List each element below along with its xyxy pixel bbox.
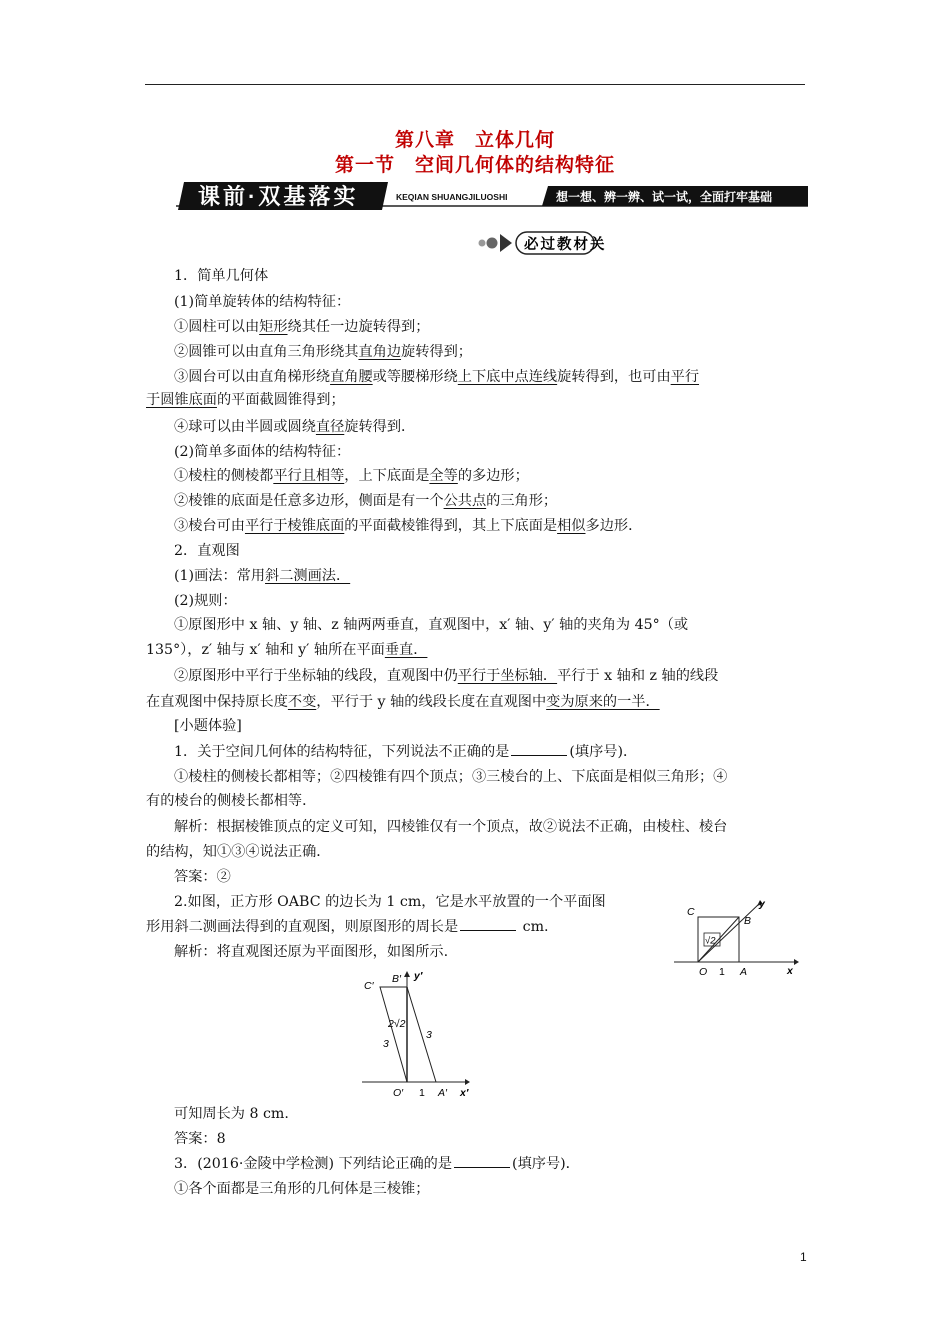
text-line: ①各个面都是三角形的几何体是三棱锥； xyxy=(174,1181,430,1197)
text-line: ③圆台可以由直角梯形绕直角腰或等腰梯形绕上下底中点连线旋转得到，也可由平行 xyxy=(174,369,700,385)
text-line: ②圆锥可以由直角三角形绕其直角边旋转得到； xyxy=(174,344,472,360)
label-B: B xyxy=(744,915,752,927)
label-B-prime: B′ xyxy=(392,973,401,985)
text-line: ②棱锥的底面是任意多边形，侧面是有一个公共点的三角形； xyxy=(174,493,558,509)
text-line: ③棱台可由平行于棱锥底面的平面截棱锥得到，其上下底面是相似多边形． xyxy=(174,518,643,534)
text-line: 2．直观图 xyxy=(174,543,240,559)
text-line: ④球可以由半圆或圆绕直径旋转得到． xyxy=(174,419,416,435)
text-line: ①棱柱的侧棱都平行且相等，上下底面是全等的多边形； xyxy=(174,468,529,484)
text-line: (1)简单旋转体的结构特征： xyxy=(174,294,351,310)
text-line: (2)简单多面体的结构特征： xyxy=(174,444,351,460)
label-1: 1 xyxy=(719,966,725,978)
label-y-prime: y′ xyxy=(414,970,423,982)
arrow-icon xyxy=(500,234,512,252)
text-line: [小题体验] xyxy=(174,718,242,734)
text-line: (1)画法：常用斜二测画法． xyxy=(174,568,351,584)
label-A: A xyxy=(740,966,748,978)
text-line: 的结构，知①③④说法正确． xyxy=(146,844,331,860)
label-O-prime: O′ xyxy=(393,1087,404,1099)
question-2: 2.如图，正方形 OABC 的边长为 1 cm，它是水平放置的一个平面图 xyxy=(174,894,606,910)
banner-main-text: 课前·双基落实 xyxy=(198,184,359,209)
label-3-right: 3 xyxy=(426,1029,432,1041)
section-title: 第一节 空间几何体的结构特征 xyxy=(334,154,615,176)
text-line: 1．简单几何体 xyxy=(174,268,269,284)
text-line: 有的棱台的侧棱长都相等． xyxy=(146,793,317,809)
text-line: (2)规则： xyxy=(174,593,237,609)
dot-icon xyxy=(487,238,498,249)
label-y: y xyxy=(759,898,765,910)
label-2sqrt2: 2√2 xyxy=(388,1018,406,1030)
header-rule xyxy=(145,84,805,85)
text-line: 解析：根据棱锥顶点的定义可知，四棱锥仅有一个顶点，故②说法不正确，由棱柱、棱台 xyxy=(174,819,728,835)
text-line: 可知周长为 8 cm. xyxy=(174,1106,289,1122)
figure-restored-parallelogram xyxy=(360,965,490,1103)
question-1: 1．关于空间几何体的结构特征，下列说法不正确的是 (填序号)． xyxy=(174,744,638,760)
label-3-left: 3 xyxy=(383,1038,389,1050)
subheading-text: 必过教材关 xyxy=(524,237,607,253)
text-line: ①圆柱可以由矩形绕其任一边旋转得到； xyxy=(174,319,430,335)
label-sqrt2: √2 xyxy=(705,935,716,947)
subheading-pill xyxy=(476,230,607,256)
answer-blank[interactable] xyxy=(460,918,516,931)
label-1: 1 xyxy=(419,1087,425,1099)
label-C-prime: C′ xyxy=(364,980,374,992)
label-A-prime: A′ xyxy=(438,1087,447,1099)
answer-blank[interactable] xyxy=(511,743,567,756)
text-line: 答案：② xyxy=(174,869,231,885)
text-line: 在直观图中保持原长度不变，平行于 y 轴的线段长度在直观图中变为原来的一半． xyxy=(146,694,660,710)
banner-slogan: 想一想、辨一辨、试一试，全面打牢基础 xyxy=(556,190,773,204)
text-line: 于圆锥底面的平面截圆锥得到； xyxy=(146,392,345,408)
section-banner xyxy=(176,180,808,212)
label-O: O xyxy=(699,966,708,978)
text-line: ①棱柱的侧棱长都相等；②四棱锥有四个顶点；③三棱台的上、下底面是相似三角形；④ xyxy=(174,769,728,785)
question-3: 3．(2016·金陵中学检测) 下列结论正确的是 (填序号)． xyxy=(174,1156,580,1172)
label-x: x xyxy=(787,965,793,977)
text-line: 解析：将直观图还原为平面图形，如图所示. xyxy=(174,944,449,960)
text-line: ①原图形中 x 轴、y 轴、z 轴两两垂直，直观图中，x′ 轴、y′ 轴的夹角为 45°（或 xyxy=(174,617,689,633)
text-line: 答案：8 xyxy=(174,1131,226,1147)
label-x-prime: x′ xyxy=(460,1087,469,1099)
text-line: ②原图形中平行于坐标轴的线段，直观图中仍平行于坐标轴．平行于 x 轴和 z 轴的线段 xyxy=(174,668,719,684)
answer-blank[interactable] xyxy=(454,1155,510,1168)
text-line: 135°），z′ 轴与 x′ 轴和 y′ 轴所在平面垂直． xyxy=(146,642,428,658)
text-line: 形用斜二测画法得到的直观图，则原图形的周长是 cm. xyxy=(146,919,549,935)
figure-oblique-square xyxy=(672,895,802,980)
banner-pinyin: KEQIAN SHUANGJILUOSHI xyxy=(396,192,508,202)
page-number: 1 xyxy=(800,1250,807,1264)
dot-icon xyxy=(479,240,486,247)
label-C: C xyxy=(687,906,695,918)
chapter-title: 第八章 立体几何 xyxy=(394,129,555,151)
